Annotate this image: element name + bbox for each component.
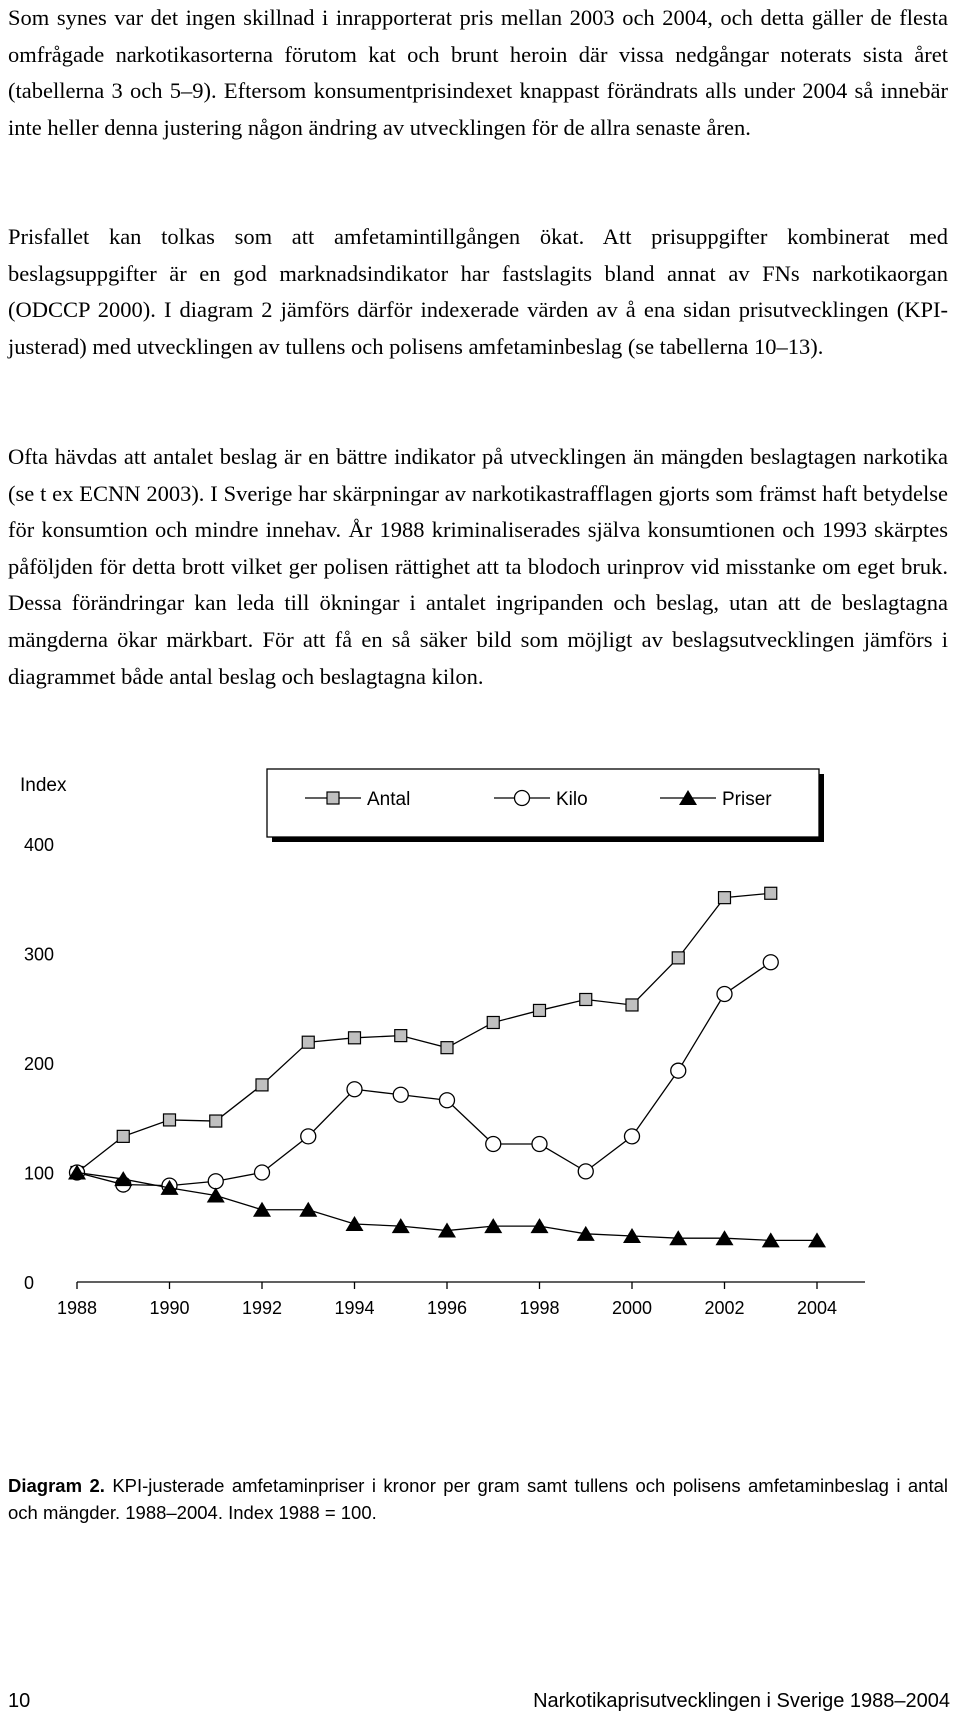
y-tick-label: 100 (24, 1163, 55, 1184)
y-tick-label: 0 (24, 1273, 35, 1293)
page-footer (8, 1690, 950, 1722)
antal-point (765, 887, 777, 899)
x-tick-label: 2000 (611, 1298, 653, 1318)
antal-point (395, 1030, 407, 1042)
kilo-point (717, 987, 732, 1002)
antal-point (117, 1130, 129, 1142)
kilo-point (578, 1164, 593, 1179)
caption-label: Diagram 2. (8, 1475, 105, 1496)
antal-point (580, 993, 592, 1005)
kilo-point (301, 1129, 316, 1144)
chart-legend (267, 769, 824, 842)
antal-line (77, 893, 771, 1172)
x-tick-label: 1998 (519, 1298, 560, 1318)
antal-point (256, 1079, 268, 1091)
kilo-line (77, 962, 771, 1185)
kilo-point (532, 1137, 547, 1152)
antal-point (719, 892, 731, 904)
antal-point (327, 792, 339, 804)
amphetamine-index-chart (0, 760, 960, 1480)
y-tick-label: 400 (24, 835, 55, 855)
x-tick-label: 2002 (704, 1298, 745, 1318)
page-number: 10 (8, 1690, 31, 1712)
priser-point (346, 1216, 364, 1231)
x-tick-label: 1988 (56, 1298, 98, 1318)
x-tick-label: 1992 (241, 1298, 283, 1318)
legend-label: Antal (367, 789, 411, 810)
paragraph-price-comparison: Som synes var det ingen skillnad i inrapporterat pris mellan 2003 och 2004, och detta gäller de flesta omfrågade narkotikasorterna förutom kat och brunt heroin där vissa nedgångar noterats sista året (tabellerna 3 och 5–9). Eftersom konsumentprisindexet knappast förändrats alls under 2004 så innebär inte heller denna justering någon ändring av utvecklingen för de allra senaste åren. (8, 5, 948, 140)
antal-point (672, 952, 684, 964)
chart-caption (8, 1472, 948, 1526)
kilo-point (208, 1174, 223, 1189)
kilo-point (393, 1087, 408, 1102)
antal-point (626, 999, 638, 1011)
kilo-point (515, 791, 530, 806)
kilo-point (671, 1063, 686, 1078)
kilo-point (347, 1082, 362, 1097)
antal-point (302, 1036, 314, 1048)
legend-label: Kilo (556, 789, 588, 810)
paragraph-price-fall: Prisfallet kan tolkas som att amfetamintillgången ökat. Att prisuppgifter kombinerat med beslagsuppgifter är en god marknadsindikator har fastslagits bland annat av FNs narkotikaorgan (ODCCP 2000). I diagram 2 jämförs därför indexerade värden av å ena sidan prisutvecklingen (KPI-justerad) med utvecklingen av tullens och polisens amfetaminbeslag (se tabellerna 10–13). (8, 224, 948, 359)
y-tick-label: 200 (24, 1054, 55, 1074)
kilo-point (440, 1093, 455, 1108)
chart-series (68, 887, 826, 1247)
footer-title: Narkotikaprisutvecklingen i Sverige 1988–2004 (533, 1690, 950, 1712)
x-tick-label: 1994 (334, 1298, 375, 1318)
antal-point (534, 1004, 546, 1016)
antal-point (441, 1042, 453, 1054)
paragraph-seizure-indicator: Ofta hävdas att antalet beslag är en bättre indikator på utvecklingen än mängden beslagtagen narkotika (se t ex ECNN 2003). I Sverige har skärpningar av narkotikastrafflagen gjorts som främst haft betydelse för konsumtion och mindre innehav. År 1988 kriminaliserades själva konsumtionen och 1993 skärptes påföljden för detta brott vilket ger polisen rättighet att ta blodoch urinprov vid misstanke om eget bruk. Dessa förändringar kan leda till ökningar i antalet ingripanden och beslag, utan att de beslagtagna mängderna ökar märkbart. För att få en så säker bild som möjligt av beslagsutvecklingen jämförs i diagrammet både antal beslag och beslagtagna kilon. (8, 444, 948, 689)
kilo-point (625, 1129, 640, 1144)
kilo-point (486, 1137, 501, 1152)
y-tick-label: 300 (24, 944, 55, 965)
x-tick-label: 1990 (149, 1298, 190, 1318)
antal-point (487, 1016, 499, 1028)
antal-point (164, 1114, 176, 1126)
kilo-point (763, 955, 778, 970)
antal-point (210, 1115, 222, 1127)
caption-text: KPI-justerade amfetaminpriser i kronor per gram samt tullens och polisens amfetaminbeslag i antal och mängder. 1988–2004. Index 1988 = 100. (8, 1475, 948, 1523)
y-axis-title: Index (20, 775, 67, 796)
x-tick-label: 1996 (426, 1298, 468, 1318)
antal-point (349, 1032, 361, 1044)
legend-label: Priser (722, 789, 772, 810)
x-tick-label: 2004 (796, 1298, 838, 1318)
kilo-point (255, 1165, 270, 1180)
